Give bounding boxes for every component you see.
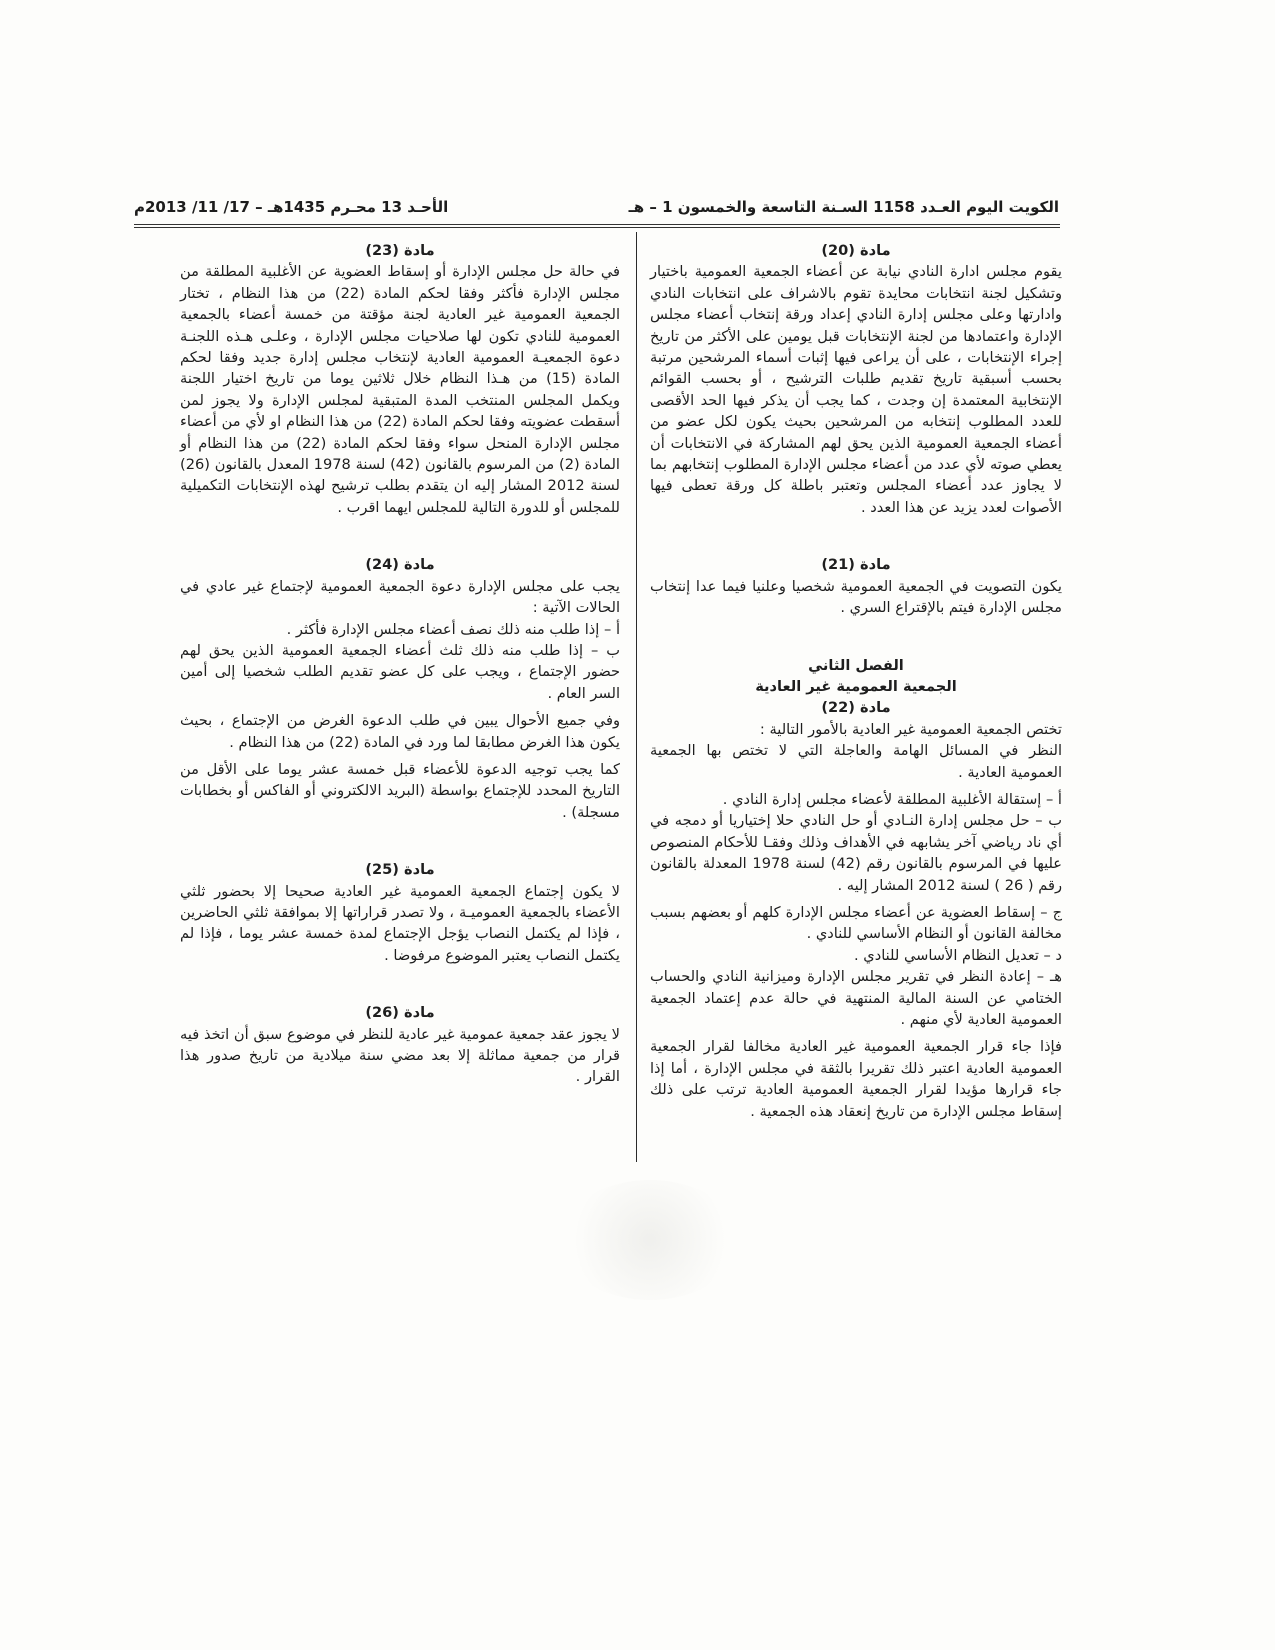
right-column (650, 240, 1062, 1122)
header-rule (134, 224, 1060, 225)
header-date: الأحـد 13 محـرم 1435هـ – 17/ 11/ 2013م (134, 198, 449, 216)
article-20-text: يقوم مجلس ادارة النادي نيابة عن أعضاء الجمعية العمومية باختيار وتشكيل لجنة انتخابات محايدة تقوم بالاشراف على انتخابات النادي وادارتها وعلى مجلس إدارة النادي إعداد ورقة إنتخاب أعضاء مجلس الإدارة واعتمادها من لجنة الإنتخابات قبل يومين على الأكثر من تاريخ إجراء الإنتخابات ، على أن يراعى فيها إثبات أسماء المرشحين مرتبة بحسب أسبقية تاريخ تقديم طلبات الترشيح ، أو بحسب القوائم الإنتخابية المعتمدة إن وجدت ، كما يجب أن يذكر فيها الحد الأقصى للعدد المطلوب إنتخابه من المرشحين بحيث يكون لكل عضو من أعضاء الجمعية العمومية الذين يحق لهم المشاركة في الانتخابات أن يعطي صوته لأي عدد من أعضاء مجلس الإدارة المطلوب إنتخابهم بما لا يجاوز عدد أعضاء المجلس وتعتبر باطلة كل ورقة تعطى فيها الأصوات لعدد يزيد عن هذا العدد . (650, 263, 1062, 516)
article-22-item-c: ج – إسقاط العضوية عن أعضاء مجلس الإدارة كلهم أو بعضهم بسبب مخالفة القانون أو النظام الأساسي للنادي . (650, 903, 1062, 943)
article-24-paragraph-3: كما يجب توجيه الدعوة للأعضاء قبل خمسة عشر يوما على الأقل من التاريخ المحدد للإجتماع بواسطة (البريد الالكتروني أو الفاكس أو بخطابات مسجلة) . (180, 760, 620, 821)
article-21-heading: مادة (21) (821, 556, 891, 574)
header-rule-thin (134, 227, 1060, 228)
article-22-heading: مادة (22) (821, 699, 891, 717)
paper-stain (560, 1180, 740, 1300)
article-22-intro-2: النظر في المسائل الهامة والعاجلة التي لا تختص بها الجمعية العمومية العادية . (650, 742, 1062, 781)
article-24-paragraph-2: وفي جميع الأحوال يبين في طلب الدعوة الغرض من الإجتماع ، بحيث يكون هذا الغرض مطابقا لما ورد في المادة (22) من هذا النظام . (180, 712, 620, 751)
article-21-text: يكون التصويت في الجمعية العمومية شخصيا وعلنيا فيما عدا إنتخاب مجلس الإدارة فيتم بالإقتراع السري . (650, 577, 1062, 617)
left-column (180, 240, 620, 1088)
article-23-text: في حالة حل مجلس الإدارة أو إسقاط العضوية عن الأغلبية المطلقة من مجلس الإدارة فأكثر وفقا لحكم المادة (22) من هذا النظام ، تختار الجمعية العمومية غير العادية لجنة مؤقتة من خمسة أعضاء بالجمعية العمومية للنادي تكون لها صلاحيات مجلس الإدارة ، وعلـى هـذه اللجنـة دعوة الجمعيـة العمومية العادية لإنتخاب مجلس إدارة جديد وفقا لحكم المادة (15) من هـذا النظام خلال ثلاثين يوما من تاريخ اختيار اللجنة ويكمل المجلس المنتخب المدة المتبقية لمجلس الإدارة ولا يجوز لمن أسقطت عضويته وفقا لحكم المادة (22) من هذا النظام او لأي من أعضاء مجلس الإدارة المنحل سواء وفقا لحكم المادة (22) من هذا النظام أو المادة (2) من المرسوم بالقانون (42) لسنة 1978 المعدل بالقانون (26) لسنة 2012 المشار إليه ان يتقدم بطلب ترشيح لهذه الإنتخابات التكميلية للمجلس أو للدورة التالية للمجلس ايهما اقرب . (180, 263, 620, 516)
article-22-item-b: ب – حل مجلس إدارة النـادي أو حل النادي حلا إختياريا أو دمجه في أي ناد رياضي آخر يشابهه في الأهداف وذلك وفقـا للأحكام المنصوص عليها في المرسوم بالقانون رقم (42) لسنة 1978 المعدلة بالقانون رقم ( 26 ) لسنة 2012 المشار إليه . (650, 812, 1063, 894)
article-24-item-a: أ – إذا طلب منه ذلك نصف أعضاء مجلس الإدارة فأكثر . (286, 620, 620, 638)
article-26-text: لا يجوز عقد جمعية عمومية غير عادية للنظر في موضوع سبق أن اتخذ فيه قرار من جمعية مماثلة إلا بعد مضي سنة ميلادية من تاريخ صدور هذا القرار . (180, 1025, 620, 1086)
article-24-intro: يجب على مجلس الإدارة دعوة الجمعية العمومية لإجتماع غير عادي في الحالات الآتية : (180, 577, 620, 617)
article-22-item-a: أ – إستقالة الأغلبية المطلقة لأعضاء مجلس إدارة النادي . (722, 790, 1062, 808)
article-25-heading: مادة (25) (365, 861, 435, 879)
chapter-title: الفصل الثاني (808, 656, 904, 674)
article-22-closing: فإذا جاء قرار الجمعية العمومية غير العادية مخالفا لقرار الجمعية العمومية العادية اعتبر ذلك تقريرا بالثقة في مجلس الإدارة ، أما إذا جاء قرارها مؤيدا لقرار الجمعية العمومية العادية ترتب على ذلك إسقاط مجلس الإدارة من تاريخ إنعقاد هذه الجمعية . (650, 1038, 1062, 1120)
article-20-heading: مادة (20) (821, 242, 891, 259)
article-22-intro: تختص الجمعية العمومية غير العادية بالأمور التالية : (759, 720, 1062, 738)
article-24-heading: مادة (24) (365, 556, 435, 574)
article-22-item-e: هـ – إعادة النظر في تقرير مجلس الإدارة وميزانية النادي والحساب الختامي عن السنة المالية المنتهية في حالة عدم إعتماد الجمعية العمومية العادية لأي منهم . (650, 968, 1062, 1028)
column-divider (636, 232, 637, 1162)
article-25-text: لا يكون إجتماع الجمعية العمومية غير العادية صحيحا إلا بحضور ثلثي الأعضاء بالجمعية العموميـة ، ولا تصدر قراراتها إلا بموافقة ثلثي الحاضرين ، فإذا لم يكتمل النصاب يؤجل الإجتماع لمدة خمسة عشر يوما ، فإذا لم يكتمل النصاب يعتبر الموضوع مرفوضا . (180, 882, 620, 964)
header-publication-info: الكويت اليوم العـدد 1158 السـنة التاسعة والخمسون 1 – هـ (628, 198, 1059, 216)
article-22-item-d: د – تعديل النظام الأساسي للنادي . (854, 946, 1062, 964)
article-26-heading: مادة (26) (365, 1004, 435, 1022)
article-23-heading: مادة (23) (365, 242, 435, 259)
article-24-item-b: ب – إذا طلب منه ذلك ثلث أعضاء الجمعية العمومية الذين يحق لهم حضور الإجتماع ، ويجب على كل عضو تقديم الطلب شخصيا إلى أمين السر العام . (180, 641, 620, 702)
chapter-subtitle: الجمعية العمومية غير العادية (755, 677, 957, 695)
